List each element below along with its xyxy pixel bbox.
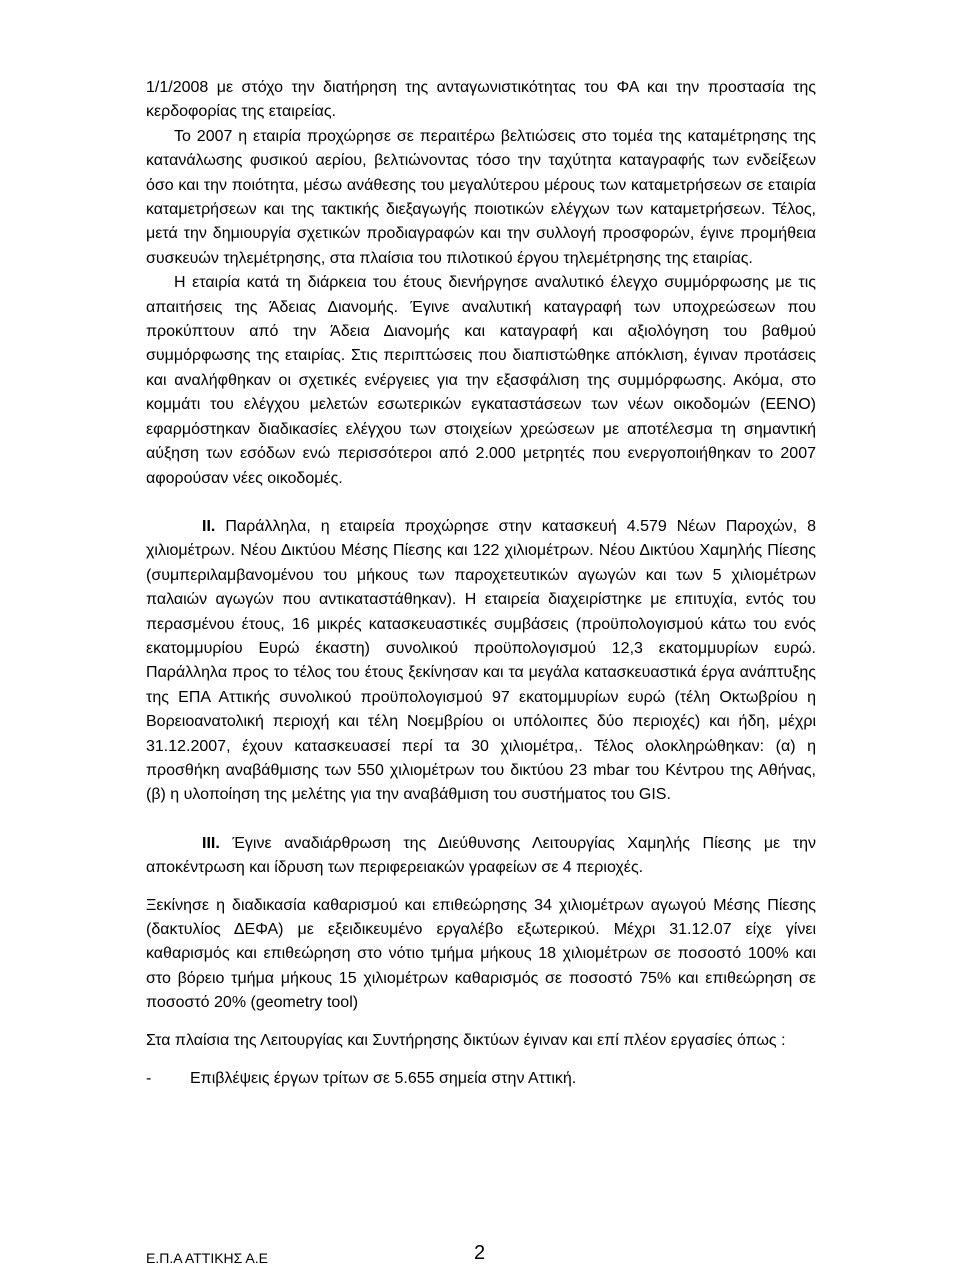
section-iii-paragraph [146, 832, 816, 881]
section-iii-text: Έγινε αναδιάρθρωση της Διεύθυνσης Λειτουργίας Χαμηλής Πίεσης με την αποκέντρωση και ίδρυση των περιφερειακών γραφείων σε 4 περιοχές. [146, 834, 816, 877]
footer-organization: Ε.Π.Α ΑΤΤΙΚΗΣ Α.Ε [146, 1250, 268, 1266]
section-ii-paragraph [146, 515, 816, 808]
document-body [146, 76, 816, 1091]
bullet-dash: - [146, 1070, 152, 1088]
page-footer [146, 1242, 816, 1266]
section-iii-number: ΙΙΙ. [202, 834, 220, 852]
section-ii-number: ΙΙ. [202, 517, 216, 535]
paragraph-compliance: Η εταιρία κατά τη διάρκεια του έτους διενήργησε αναλυτικό έλεγχο συμμόρφωσης με τις απαιτήσεις της Άδειας Διανομής. Έγινε αναλυτική καταγραφή των υποχρεώσεων που προκύπτουν από την Άδεια Διανομής και καταγραφή και αξιολόγηση του βαθμού συμμόρφωσης της εταιρίας. Στις περιπτώσεις που διαπιστώθηκε απόκλιση, έγιναν προτάσεις και αναλήφθηκαν οι σχετικές ενέργειες για την εξασφάλιση της συμμόρφωσης. Ακόμα, στο κομμάτι του ελέγχου μελετών εσωτερικών εγκαταστάσεων των νέων οικοδομών (ΕΕΝΟ) εφαρμόστηκαν διαδικασίες ελέγχου των στοιχείων χρεώσεων με αποτέλεσμα τη σημαντική αύξηση των εσόδων ενώ περισσότεροι από 2.000 μετρητές που ενεργοποιήθηκαν το 2007 αφορούσαν νέες οικοδομές. [146, 274, 816, 487]
paragraph-pipeline-inspection: Ξεκίνησε η διαδικασία καθαρισμού και επιθεώρησης 34 χιλιομέτρων αγωγού Μέσης Πίεσης (δακτυλίος ΔΕΦΑ) με εξειδικευμένο εργαλέβο εξωτερικού. Μέχρι 31.12.07 είχε γίνει καθαρισμός και επιθεώρηση στο νότιο τμήμα μήκους 18 χιλιομέτρων σε ποσοστό 100% και στο βόρειο τμήμα μήκους 15 χιλιομέτρων καθαρισμός σε ποσοστό 75% και επιθεώρηση σε ποσοστό 20% (geometry tool) [146, 896, 816, 1012]
paragraph-maintenance-intro: Στα πλαίσια της Λειτουργίας και Συντήρησης δικτύων έγιναν και επί πλέον εργασίες όπως : [146, 1031, 786, 1049]
list-item [146, 1067, 816, 1091]
page-number: 2 [474, 1242, 486, 1264]
paragraph-metering: Το 2007 η εταιρία προχώρησε σε περαιτέρω βελτιώσεις στο τομέα της καταμέτρησης της κατανάλωσης φυσικού αερίου, βελτιώνοντας τόσο την ταχύτητα καταγραφής των ενδείξεων όσο και την ποιότητα, μέσω ανάθεσης του μεγαλύτερου μέρους των καταμετρήσεων σε εταιρία καταμετρήσεων και της τακτικής διεξαγωγής ποιοτικών ελέγχων των καταμετρήσεων. Τέλος, μετά την δημιουργία σχετικών προδιαγραφών και την συλλογή προσφορών, έγινε προμήθεια συσκευών τηλεμέτρησης, στα πλαίσια του πιλοτικού έργου τηλεμέτρησης της εταιρίας. [146, 127, 816, 267]
list-item-text: Επιβλέψεις έργων τρίτων σε 5.655 σημεία στην Αττική. [190, 1070, 577, 1088]
paragraph-continuation: 1/1/2008 με στόχο την διατήρηση της ανταγωνιστικότητας του ΦΑ και την προστασία της κερδοφορίας της εταιρείας. [146, 79, 816, 121]
section-ii-text: Παράλληλα, η εταιρεία προχώρησε στην κατασκευή 4.579 Νέων Παροχών, 8 χιλιομέτρων. Νέου Δικτύου Μέσης Πίεσης και 122 χιλιομέτρων. Νέου Δικτύου Χαμηλής Πίεσης (συμπεριλαμβανομένου του μήκους των παροχετευτικών αγωγών και των 5 χιλιομέτρων παλαιών αγωγών που αντικαταστάθηκαν). Η εταιρεία διαχειρίστηκε με επιτυχία, εντός του περασμένου έτους, 16 μικρές κατασκευαστικές συμβάσεις (προϋπολογισμού κάτω του ενός εκατομμυρίου Ευρώ έκαστη) συνολικού προϋπολογισμού 12,3 εκατομμυρίων ευρώ. Παράλληλα προς το τέλος του έτους ξεκίνησαν και τα μεγάλα κατασκευαστικά έργα ανάπτυξης της ΕΠΑ Αττικής συνολικού προϋπολογισμού 97 εκατομμυρίων ευρώ (τέλη Οκτωβρίου η Βορειοανατολική περιοχή και τέλη Νοεμβρίου οι υπόλοιπες δύο περιοχές) και ήδη, μέχρι 31.12.2007, έχουν κατασκευασεί περί τα 30 χιλιομέτρα,. Τέλος ολοκληρώθηκαν: (α) η προσθήκη αναβάθμισης των 550 χιλιομέτρων του δικτύου 23 mbar του Κέντρου της Αθήνας, (β) η υλοποίηση της μελέτης για την αναβάθμιση του συστήματος του GIS. [146, 517, 817, 804]
